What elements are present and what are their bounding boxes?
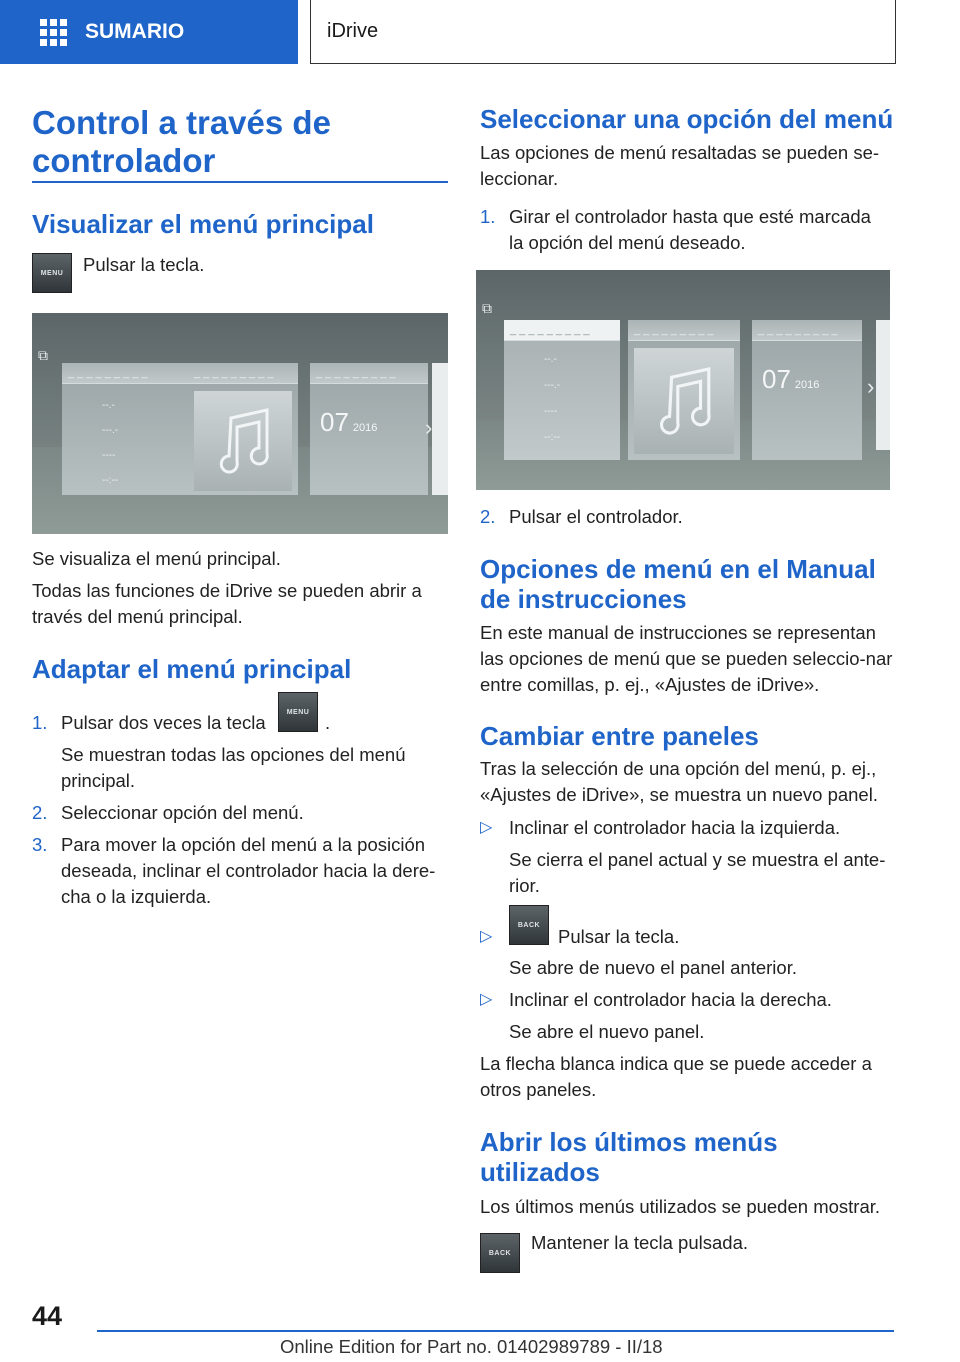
heading-adaptar: Adaptar el menú principal: [32, 654, 352, 684]
music-note-icon: [634, 348, 734, 454]
back-key-icon: BACK: [509, 905, 549, 945]
tile-head-label: _ _ _ _ _ _ _ _ _: [510, 324, 590, 336]
tile-head-label: _ _ _ _ _ _ _ _ _: [68, 367, 148, 379]
back-key-icon: BACK: [480, 1233, 520, 1273]
idrive-screen-image-2: [476, 270, 890, 490]
bullet-subtext: Se abre de nuevo el panel anterior.: [509, 957, 797, 978]
bullet-text: Pulsar la tecla.: [558, 926, 680, 947]
heading-ultimos-menus: Abrir los últimos menús utilizados: [480, 1127, 778, 1187]
mini-value-2: ---.-: [102, 425, 119, 436]
edge-tile: [432, 363, 448, 495]
step-number: 3.: [32, 834, 48, 855]
chevron-right-icon: ›: [425, 415, 433, 440]
bullet-triangle-icon: ▷: [480, 928, 493, 945]
bullet-text: Inclinar el controlador hacia la derecha.: [509, 989, 832, 1010]
step-number: 1.: [480, 206, 496, 227]
tile-calendar: [310, 363, 428, 495]
heading-cambiar-paneles: Cambiar entre paneles: [480, 721, 759, 751]
step-subtext: Se muestran todas las opciones del menú principal.: [61, 744, 406, 791]
step-text: Girar el controlador hasta que esté marcada la opción del menú deseado.: [509, 206, 871, 253]
heading-opciones-manual: Opciones de menú en el Manual de instrucciones: [480, 554, 876, 614]
tile-head-label: _ _ _ _ _ _ _ _ _: [194, 367, 274, 379]
tile-music: [628, 320, 740, 460]
bullet-triangle-icon: ▷: [480, 819, 493, 836]
chapter-tab[interactable]: [310, 0, 896, 64]
mini-value-3: ----: [544, 406, 558, 417]
step-text: Para mover la opción del menú a la posición deseada, inclinar el controlador hacia la dere-cha o la izquierda.: [61, 834, 436, 907]
mini-value-2: ---.-: [544, 380, 561, 391]
panel-switch-icon: ⧉: [38, 347, 48, 363]
step-text: Pulsar dos veces la tecla: [61, 712, 266, 733]
mini-value-1: --.-: [544, 354, 557, 365]
mini-value-4: --:--: [102, 475, 119, 486]
bullet-subtext: Se cierra el panel actual y se muestra el ante-rior.: [509, 849, 886, 896]
text-cambiar-paneles: Tras la selección de una opción del menú, p. ej., «Ajustes de iDrive», se muestra un nuevo panel.: [480, 758, 878, 805]
music-note-icon: [194, 391, 292, 491]
text-flecha-blanca: La flecha blanca indica que se puede acceder a otros paneles.: [480, 1053, 872, 1100]
tile-calendar: [752, 320, 862, 460]
chapter-label: iDrive: [327, 20, 379, 42]
date-day: 07 2016: [762, 364, 820, 394]
back-key-text: Mantener la tecla pulsada.: [531, 1232, 748, 1253]
title-rule: [32, 181, 448, 183]
chevron-right-icon: ›: [867, 374, 875, 399]
tile-music: [188, 363, 298, 495]
edge-tile: [876, 320, 890, 450]
bullet-text: Inclinar el controlador hacia la izquierda.: [509, 817, 841, 838]
tile-head-label: _ _ _ _ _ _ _ _ _: [316, 367, 396, 379]
footer-rule: [97, 1330, 894, 1332]
page-number: 44: [32, 1301, 63, 1331]
text-opciones-manual: En este manual de instrucciones se representan las opciones de menú que se pueden seleccio-nar entre comillas, p. ej., «Ajustes de iDrive».: [480, 622, 893, 695]
step-number: 2.: [480, 506, 496, 527]
page-title: Control a través de controlador: [32, 104, 331, 179]
menu-key-icon: MENU: [32, 253, 72, 293]
date-day: 07 2016: [320, 407, 378, 437]
bullet-subtext: Se abre el nuevo panel.: [509, 1021, 705, 1042]
grid-icon: [40, 19, 67, 46]
tile-vehicle: [62, 363, 205, 495]
menu-key-text: Pulsar la tecla.: [83, 254, 205, 275]
step-number: 2.: [32, 802, 48, 823]
top-bar: [0, 0, 960, 66]
text-seleccionar: Las opciones de menú resaltadas se pueden se-leccionar.: [480, 142, 880, 189]
heading-seleccionar: Seleccionar una opción del menú: [480, 104, 894, 134]
text-functions: Todas las funciones de iDrive se pueden abrir a través del menú principal.: [32, 580, 422, 627]
sumario-label: SUMARIO: [85, 20, 185, 43]
step-text: Seleccionar opción del menú.: [61, 802, 304, 823]
idrive-screen-image-1: [32, 313, 448, 534]
tile-head-label: _ _ _ _ _ _ _ _ _: [634, 324, 714, 336]
menu-key-icon: MENU: [278, 692, 318, 732]
mini-value-4: --:--: [544, 432, 561, 443]
step-number: 1.: [32, 712, 48, 733]
step-period: .: [325, 712, 331, 733]
panel-switch-icon: ⧉: [482, 300, 492, 316]
heading-visualizar: Visualizar el menú principal: [32, 209, 374, 239]
text-menu-shown: Se visualiza el menú principal.: [32, 548, 281, 569]
tile-vehicle-selected: [504, 320, 620, 460]
sumario-button[interactable]: [0, 0, 298, 64]
mini-value-3: ----: [102, 450, 116, 461]
bullet-triangle-icon: ▷: [480, 991, 493, 1008]
text-ultimos-menus: Los últimos menús utilizados se pueden mostrar.: [480, 1196, 881, 1217]
footer-edition: Online Edition for Part no. 01402989789 - II/18: [280, 1336, 663, 1357]
step-text: Pulsar el controlador.: [509, 506, 683, 527]
mini-value-1: --.-: [102, 400, 115, 411]
tile-head-label: _ _ _ _ _ _ _ _ _: [758, 324, 838, 336]
